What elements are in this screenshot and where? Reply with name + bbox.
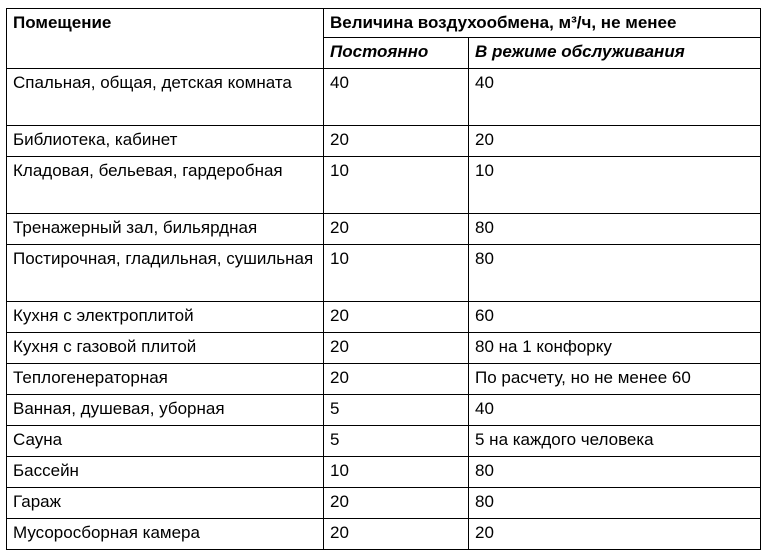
cell-service: 5 на каждого человека	[469, 426, 761, 457]
header-row	[7, 9, 761, 38]
header-room: Помещение	[7, 9, 324, 69]
cell-constant: 10	[324, 157, 469, 214]
cell-service: 40	[469, 395, 761, 426]
table-row	[7, 157, 761, 214]
cell-room: Бассейн	[7, 457, 324, 488]
cell-room: Теплогенераторная	[7, 364, 324, 395]
header-airflow: Величина воздухообмена, м³/ч, не менее	[324, 9, 761, 38]
cell-room: Кухня с электроплитой	[7, 302, 324, 333]
cell-service: 20	[469, 126, 761, 157]
cell-service: 40	[469, 69, 761, 126]
cell-room: Мусоросборная камера	[7, 519, 324, 550]
cell-room: Гараж	[7, 488, 324, 519]
cell-service: 10	[469, 157, 761, 214]
ventilation-table	[6, 8, 761, 550]
table-row	[7, 519, 761, 550]
cell-constant: 10	[324, 245, 469, 302]
cell-room: Ванная, душевая, уборная	[7, 395, 324, 426]
cell-constant: 20	[324, 126, 469, 157]
header-service: В режиме обслуживания	[469, 38, 761, 69]
cell-service: 60	[469, 302, 761, 333]
cell-service: 80	[469, 488, 761, 519]
cell-room: Кухня с газовой плитой	[7, 333, 324, 364]
cell-service: 80 на 1 конфорку	[469, 333, 761, 364]
cell-constant: 5	[324, 426, 469, 457]
table-row	[7, 333, 761, 364]
cell-constant: 5	[324, 395, 469, 426]
header-constant: Постоянно	[324, 38, 469, 69]
table-row	[7, 69, 761, 126]
cell-room: Тренажерный зал, бильярдная	[7, 214, 324, 245]
table-body	[7, 69, 761, 550]
cell-constant: 20	[324, 333, 469, 364]
cell-constant: 20	[324, 302, 469, 333]
table-row	[7, 364, 761, 395]
cell-room: Кладовая, бельевая, гардеробная	[7, 157, 324, 214]
cell-room: Постирочная, гладильная, сушильная	[7, 245, 324, 302]
cell-constant: 20	[324, 488, 469, 519]
table-row	[7, 126, 761, 157]
table-row	[7, 488, 761, 519]
table-row	[7, 426, 761, 457]
cell-constant: 20	[324, 214, 469, 245]
cell-service: 80	[469, 214, 761, 245]
table-row	[7, 457, 761, 488]
cell-service: 20	[469, 519, 761, 550]
cell-constant: 40	[324, 69, 469, 126]
cell-constant: 20	[324, 364, 469, 395]
table-row	[7, 245, 761, 302]
table-row	[7, 395, 761, 426]
cell-service: 80	[469, 457, 761, 488]
cell-service: 80	[469, 245, 761, 302]
table-row	[7, 214, 761, 245]
cell-room: Сауна	[7, 426, 324, 457]
cell-constant: 10	[324, 457, 469, 488]
table-row	[7, 302, 761, 333]
cell-room: Спальная, общая, детская комната	[7, 69, 324, 126]
cell-constant: 20	[324, 519, 469, 550]
cell-service: По расчету, но не менее 60	[469, 364, 761, 395]
cell-room: Библиотека, кабинет	[7, 126, 324, 157]
